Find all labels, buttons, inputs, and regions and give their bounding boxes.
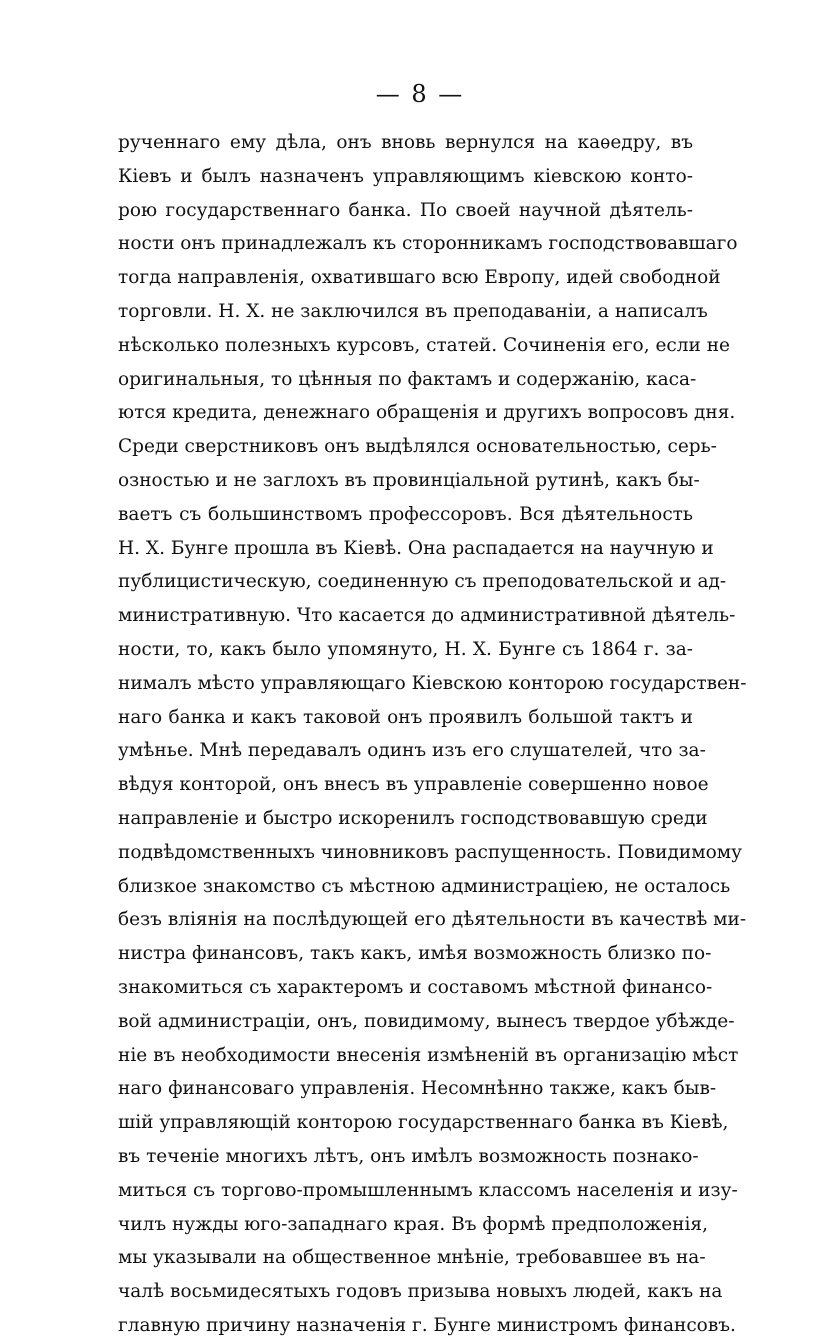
text-line: озностью и не заглохъ въ провинціальной рутинѣ, какъ бы- bbox=[118, 469, 700, 491]
text-line: нималъ мѣсто управляющаго Кіевскою конторою государствен- bbox=[118, 672, 747, 694]
text-line: тогда направленія, охватившаго всю Европу, идей свободной bbox=[118, 267, 721, 289]
text-line: Среди сверстниковъ онъ выдѣлялся основательностью, серь- bbox=[118, 436, 717, 458]
text-line: ности онъ принадлежалъ къ сторонникамъ господствовавшаго bbox=[118, 233, 738, 255]
text-line: ности, то, какъ было упомянуто, Н. Х. Бунге съ 1864 г. за- bbox=[118, 638, 693, 660]
text-line: чилъ нужды юго-западнаго края. Въ формѣ предположенія, bbox=[118, 1213, 708, 1235]
text-line: близкое знакомство съ мѣстною администраціею, не осталось bbox=[118, 875, 731, 897]
text-line: вѣдуя конторой, онъ внесъ въ управленіе совершенно новое bbox=[118, 774, 709, 796]
text-line: въ теченіе многихъ лѣтъ, онъ имѣлъ возможность познако- bbox=[118, 1145, 699, 1167]
text-line: мы указывали на общественное мнѣніе, требовавшее въ на- bbox=[118, 1247, 706, 1269]
text-line: шій управляющій конторою государственнаго банка въ Кіевѣ, bbox=[118, 1112, 729, 1134]
text-line: ются кредита, денежнаго обращенія и другихъ вопросовъ дня. bbox=[118, 402, 736, 424]
text-line: нистра финансовъ, такъ какъ, имѣя возможность близко по- bbox=[118, 943, 712, 965]
text-line: наго финансоваго управленія. Несомнѣнно также, какъ быв- bbox=[118, 1078, 717, 1100]
text-line: направленіе и быстро искоренилъ господствовавшую среди bbox=[118, 807, 708, 829]
text-line: министративную. Что касается до административной дѣятель- bbox=[118, 605, 736, 627]
body-text bbox=[118, 126, 747, 1343]
text-line: публицистическую, соединенную съ преподовательской и ад- bbox=[118, 571, 727, 593]
text-line: Кіевъ и былъ назначенъ управляющимъ кіевскою конто- bbox=[118, 165, 693, 187]
text-line: миться съ торгово-промышленнымъ классомъ населенія и изу- bbox=[118, 1179, 738, 1201]
text-line: наго банка и какъ таковой онъ проявилъ большой тактъ и bbox=[118, 706, 693, 728]
text-line: рою государственнаго банка. По своей научной дѣятель- bbox=[118, 199, 693, 221]
text-line: оригинальныя, то цѣнныя по фактамъ и содержанію, каса- bbox=[118, 368, 697, 390]
text-line: нѣсколько полезныхъ курсовъ, статей. Сочиненія его, если не bbox=[118, 334, 731, 356]
text-line: умѣнье. Мнѣ передавалъ одинъ изъ его слушателей, что за- bbox=[118, 740, 706, 762]
text-line: вой администраціи, онъ, повидимому, вынесъ твердое убѣжде- bbox=[118, 1010, 735, 1032]
page-number: — 8 — bbox=[375, 80, 465, 108]
text-line: ваетъ съ большинствомъ профессоровъ. Вся дѣятельность bbox=[118, 503, 693, 525]
text-line: торговли. Н. Х. не заключился въ преподаваніи, а написалъ bbox=[118, 300, 708, 322]
text-line: Н. Х. Бунге прошла въ Кіевѣ. Она распадается на научную и bbox=[118, 537, 714, 559]
text-line: подвѣдомственныхъ чиновниковъ распущенность. Повидимому bbox=[118, 841, 743, 863]
text-line: рученнаго ему дѣла, онъ вновь вернулся на каѳедру, въ bbox=[118, 132, 693, 153]
text-line: знакомиться съ характеромъ и составомъ мѣстной финансо- bbox=[118, 976, 713, 998]
text-line: главную причину назначенія г. Бунге министромъ финансовъ. bbox=[118, 1314, 736, 1336]
text-line: безъ вліянія на послѣдующей его дѣятельности въ качествѣ ми- bbox=[118, 909, 747, 931]
text-line: ніе въ необходимости внесенія измѣненій въ организацію мѣст bbox=[118, 1044, 739, 1066]
text-line: чалѣ восьмидесятыхъ годовъ призыва новыхъ людей, какъ на bbox=[118, 1281, 723, 1303]
